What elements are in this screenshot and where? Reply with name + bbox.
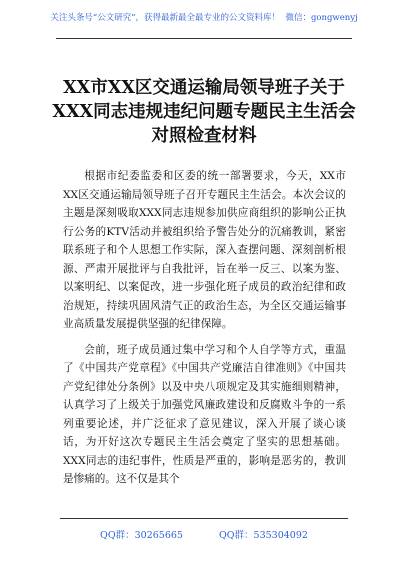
body-paragraph: 根据市纪委监委和区委的统一部署要求，今天，XX市XX区交通运输局领导班子召开专题民主生活会。本次会议的主题是深刻吸取XXX同志违规参加供应商组织的影响公正执行公务的KTV活动并被组织给予警告处分的沉痛教训，紧密联系班子和个人思想工作实际，深入查摆问题、深刻剖析根源、严肃开展批评与自我批评，旨在举一反三、以案为鉴、以案明纪、以案促改，进一步强化班子成员的政治纪律和政治规矩，持续巩固风清气正的政治生态，为全区交通运输事业高质量发展提供坚强的纪律保障。 bbox=[63, 170, 346, 330]
title-line-3: 对照检查材料 bbox=[151, 126, 257, 146]
title-line-1: XX市XX区交通运输局领导班子关于 bbox=[63, 78, 345, 98]
body-paragraph: 会前，班子成员通过集中学习和个人自学等方式，重温了《中国共产党章程》《中国共产党廉洁自律准则》《中国共产党纪律处分条例》以及中央八项规定及其实施细则精神，认真学习了上级关于加强党风廉政建设和反腐败斗争的一系列重要论述，并广泛征求了意见建议，深入开展了谈心谈话，为开好这次专题民主生活会奠定了坚实的思想基础。XXX同志的违纪事件，性质是严重的，影响是恶劣的，教训是惨痛的。这不仅是其个 bbox=[63, 343, 346, 485]
header-divider bbox=[56, 38, 352, 39]
footer-qq-group-1: QQ群：30265665 bbox=[100, 530, 183, 541]
document-title bbox=[40, 76, 368, 148]
footer bbox=[40, 527, 368, 541]
title-line-2: XXX同志违规违纪问题专题民主生活会 bbox=[52, 102, 356, 122]
banner-wechat: 微信：gongwenyj bbox=[285, 13, 358, 23]
document-body bbox=[63, 167, 346, 489]
banner-text: 关注头条号“公文研究”，获得最新最全最专业的公文资料库！ bbox=[50, 13, 281, 23]
footer-qq-group-2: QQ群：535304092 bbox=[218, 530, 308, 541]
footer-divider bbox=[60, 518, 348, 519]
header-banner bbox=[24, 10, 384, 26]
